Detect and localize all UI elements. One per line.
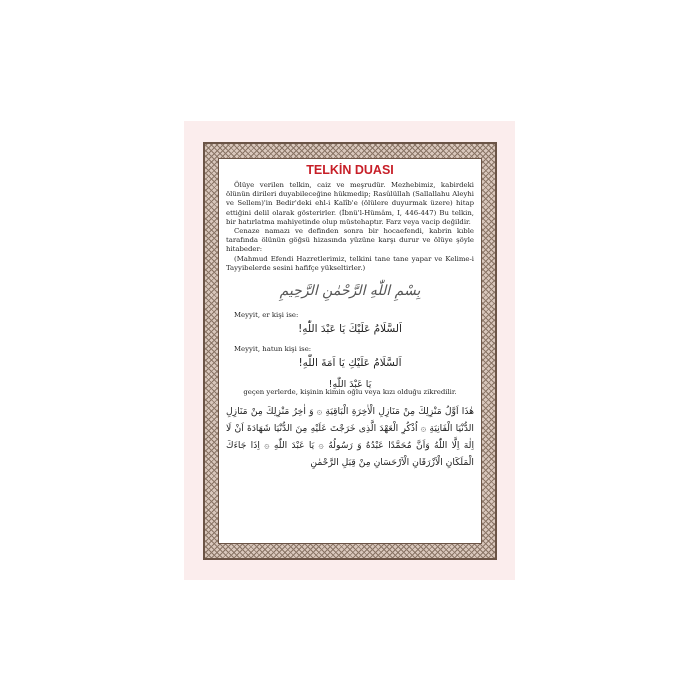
male-arabic: اَلسَّلَامُ عَلَيْكَ يَا عَبْدَ اللّٰهِ!: [298, 323, 402, 336]
male-label: Meyyit, er kişi ise:: [234, 311, 299, 320]
female-arabic: اَلسَّلَامُ عَلَيْكِ يَا اَمَةَ اللّٰهِ!: [298, 357, 402, 370]
paragraph-2: Cenaze namazı ve definden sonra bir hocaefendi, kabrin kıble tarafında ölünün göğsü hizasında yüzüne karşı durur ve ölüye şöyle hitabeder:: [226, 227, 474, 254]
paragraph-3: (Mahmud Efendi Hazretlerimiz, telkini tane tane yapar ve Kelime-i Tayyibelerde sesini hafifçe yükseltirler.): [226, 254, 474, 272]
paragraph-1: Ölüye verilen telkin, caiz ve meşrudür. Mezhebimiz, kabirdeki ölünün dirileri duyabileceğine hükmedip; Rasûlüllah (Sallallahu Aleyhi ve Sellem)'in Bedir'deki ehl-i Kalîb'e (ölülere duyurmak üzere) hitap ettiğini delil olarak gösterirler. (İbnü'l-Hümâm, I, 446-447) Bu telkin, bir hatırlatma mahiyetinde olup müstehaptır. Farz veya vacip değildir.: [226, 181, 474, 226]
inline-arabic: يَا عَبْدَ اللّٰهِ!: [328, 379, 372, 391]
telkin-arabic-text: هٰذَا اَوَّلُ مَنْزِلِكَ مِنْ مَنَازِلِ الْاٰخِرَةِ الْبَاقِيَةِ ۞ وَ اٰخِرُ مَنْزِلِكَ مِنْ مَنَازِلِ الدُّنْيَا الْفَانِيَةِ ۞ اُذْكُرِ الْعَهْدَ الَّذِى خَرَجْتَ عَلَيْهِ مِنَ الدُّنْيَا شَهَادَةَ اَنْ لَا اِلٰهَ اِلَّا اللّٰهُ وَاَنَّ مُحَمَّدًا عَبْدُهُ وَ رَسُولُهُ ۞ يَا عَبْدَ اللّٰهِ ۞ اِذَا جَاءَكَ الْمَلَكَانِ الْاَزْرَقَانِ الْاَرْحَسَانِ مِنْ قِبَلِ الرَّحْمٰنِ: [226, 406, 474, 469]
gecen-note: geçen yerlerde, kişinin kimin oğlu veya kızı olduğu zikredilir.: [243, 388, 457, 397]
document-content: [226, 162, 474, 542]
page-title: TELKİN DUASI: [306, 163, 394, 177]
basmala-calligraphy: بِسْمِ اللّٰهِ الرَّحْمٰنِ الرَّحِيمِ: [279, 283, 421, 300]
female-label: Meyyit, hatun kişi ise:: [234, 345, 312, 354]
